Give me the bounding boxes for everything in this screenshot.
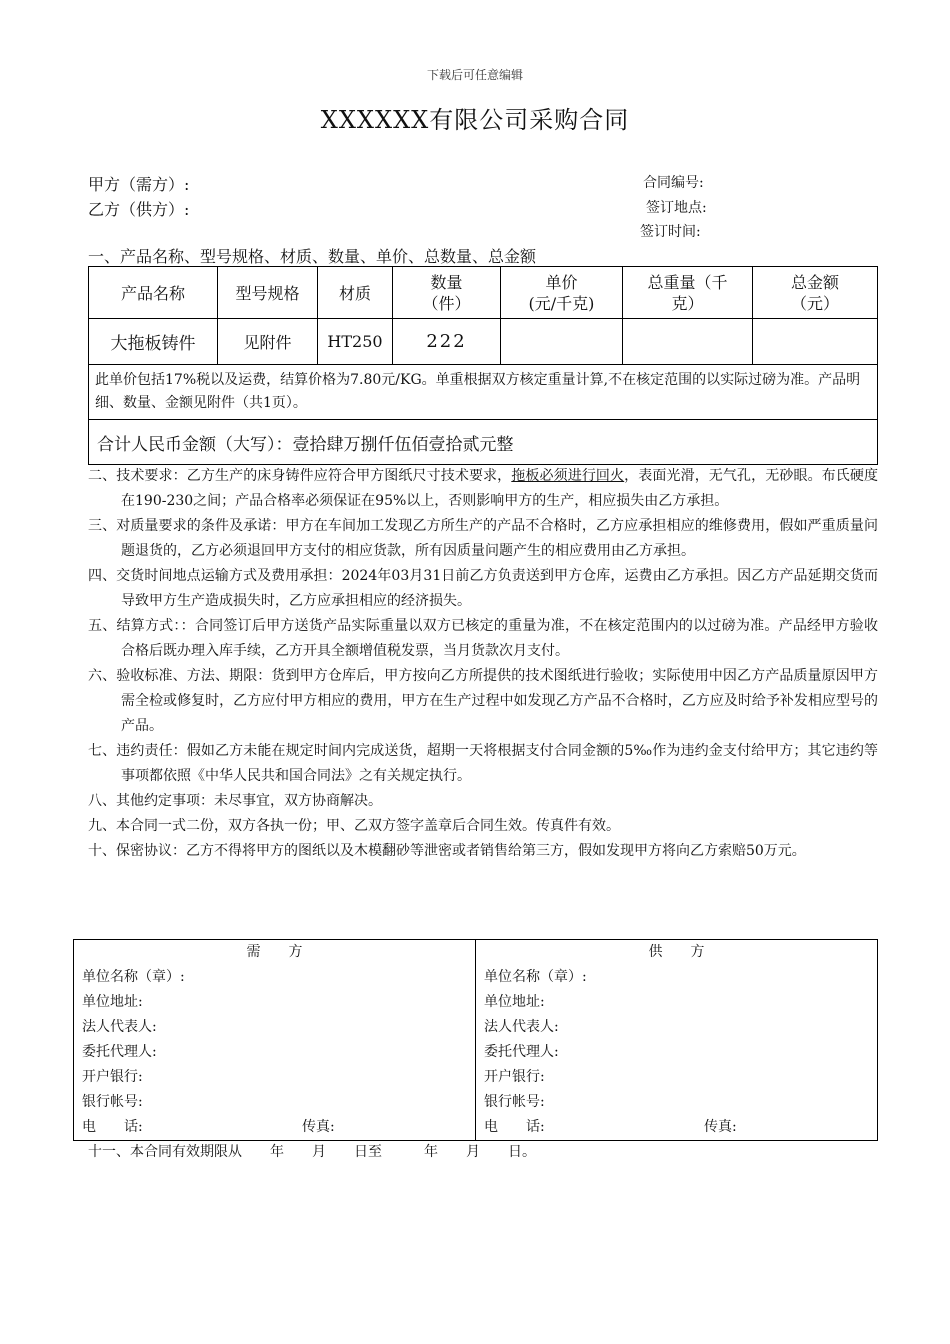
header-price [501,267,623,319]
clause-10: 十、保密协议：乙方不得将甲方的图纸以及木模翻砂等泄密或者销售给第三方，假如发现甲方将向乙方索赔50万元。 [88,843,806,859]
seller-unit-name: 单位名称（章）: [484,969,587,985]
header-weight [623,267,753,319]
cell-amount [753,319,878,365]
seller-address: 单位地址: [484,994,545,1010]
header-qty-unit: （件） [422,293,471,313]
cell-qty: 222 [393,319,501,365]
cell-spec: 见附件 [218,319,318,365]
party-a-label: 甲方（需方）: [88,175,190,194]
watermark-text: 下载后可任意编辑 [426,68,523,82]
seller-title: 供 方 [648,944,705,960]
product-table-header [89,267,878,319]
buyer-phone: 电 话: [82,1119,143,1135]
cell-name: 大拖板铸件 [89,319,218,365]
seller-contact [484,1115,869,1140]
seller-account: 银行帐号: [484,1094,545,1110]
signature-table [73,939,878,1141]
party-b-label: 乙方（供方）: [88,200,190,219]
clause-6: 六、验收标准、方法、期限：货到甲方仓库后，甲方按向乙方所提供的技术图纸进行验收；实际使用中因乙方产品质量原因甲方需全检或修复时，乙方应付甲方相应的费用，甲方在生产过程中如发现乙方产品不合格时，乙方应及时给予补发相应型号的产品。 [88,668,878,734]
contract-no-label: 合同编号: [643,175,704,191]
buyer-column [74,940,476,1141]
header-price-label: 单价 [545,272,578,292]
total-row [89,420,878,465]
clause-2-underlined: 拖板必须进行回火 [511,468,625,484]
clause-7: 七、违约责任：假如乙方未能在规定时间内完成送货，超期一天将根据支付合同金额的5‰作为违约金支付给甲方；其它违约等事项都依照《中华人民共和国合同法》之有关规定执行。 [88,743,878,784]
buyer-account: 银行帐号: [82,1094,143,1110]
seller-bank: 开户银行: [484,1069,545,1085]
total-amount: 合计人民币金额（大写）：壹拾肆万捌仟伍佰壹拾贰元整 [89,420,878,465]
buyer-contact [82,1115,467,1140]
header-amount-unit: （元） [790,293,839,313]
header-weight-label: 总重量（千 [647,272,728,292]
sign-place-label: 签订地点: [646,200,707,216]
signature-row [74,940,878,1141]
header-qty-label: 数量 [430,272,463,292]
header-price-unit: (元/千克) [528,293,595,313]
header-spec: 型号规格 [218,267,318,319]
header-name: 产品名称 [89,267,218,319]
buyer-title: 需 方 [246,944,303,960]
buyer-address: 单位地址: [82,994,143,1010]
sign-time-label: 签订时间: [640,224,701,240]
clause-9: 九、本合同一式二份，双方各执一份；甲、乙双方签字盖章后合同生效。传真件有效。 [88,818,620,834]
cell-price [501,319,623,365]
seller-fax: 传真: [704,1119,737,1135]
price-note: 此单价包括17%税以及运费，结算价格为7.80元/KG。单重根据双方核定重量计算,不在核定范围的以实际过磅为准。产品明细、数量、金额见附件（共1页）。 [89,365,878,420]
page-title: XXXXXX有限公司采购合同 [320,106,630,134]
cell-weight [623,319,753,365]
clause-2-post: ，表面光滑，无气孔，无砂眼。布氏硬度在190-230之间；产品合格率必须保证在95%以上，否则影响甲方的生产，相应损失由乙方承担。 [121,468,879,509]
buyer-bank: 开户银行: [82,1069,143,1085]
clause-2-pre: 二、技术要求：乙方生产的床身铸件应符合甲方图纸尺寸技术要求， [88,468,512,484]
clause-3: 三、对质量要求的条件及承诺：甲方在车间加工发现乙方所生产的产品不合格时，乙方应承担相应的维修费用，假如严重质量问题退货的，乙方必须退回甲方支付的相应货款，所有因质量问题产生的相应费用由乙方承担。 [88,518,878,559]
seller-agent: 委托代理人: [484,1044,559,1060]
clause-2 [88,464,878,514]
note-row [89,365,878,420]
clause-5: 五、结算方式：：合同签订后甲方送货产品实际重量以双方已核定的重量为准，不在核定范围内的以过磅为准。产品经甲方验收合格后既办理入库手续，乙方开具全额增值税发票，当月货款次月支付。 [88,618,878,659]
buyer-agent: 委托代理人: [82,1044,157,1060]
seller-legal-rep: 法人代表人: [484,1019,559,1035]
header-material: 材质 [318,267,393,319]
cell-material: HT250 [318,319,393,365]
clause-8: 八、其他约定事项：未尽事宜，双方协商解决。 [88,793,382,809]
buyer-unit-name: 单位名称（章）: [82,969,185,985]
header-qty [393,267,501,319]
header-amount [753,267,878,319]
product-table [88,266,878,465]
seller-phone: 电 话: [484,1119,545,1135]
validity-clause: 十一、本合同有效期限从 年 月 日至 年 月 日。 [88,1144,536,1160]
table-row [89,319,878,365]
buyer-legal-rep: 法人代表人: [82,1019,157,1035]
header-amount-label: 总金额 [790,272,839,292]
buyer-fax: 传真: [302,1119,335,1135]
clauses [88,464,878,864]
clause-4: 四、交货时间地点运输方式及费用承担：2024年03月31日前乙方负责送到甲方仓库，运费由乙方承担。因乙方产品延期交货而导致甲方生产造成损失时，乙方应承担相应的经济损失。 [88,568,878,609]
section-1-title: 一、产品名称、型号规格、材质、数量、单价、总数量、总金额 [88,247,537,266]
seller-column [476,940,878,1141]
header-weight-unit: 克） [671,293,704,313]
